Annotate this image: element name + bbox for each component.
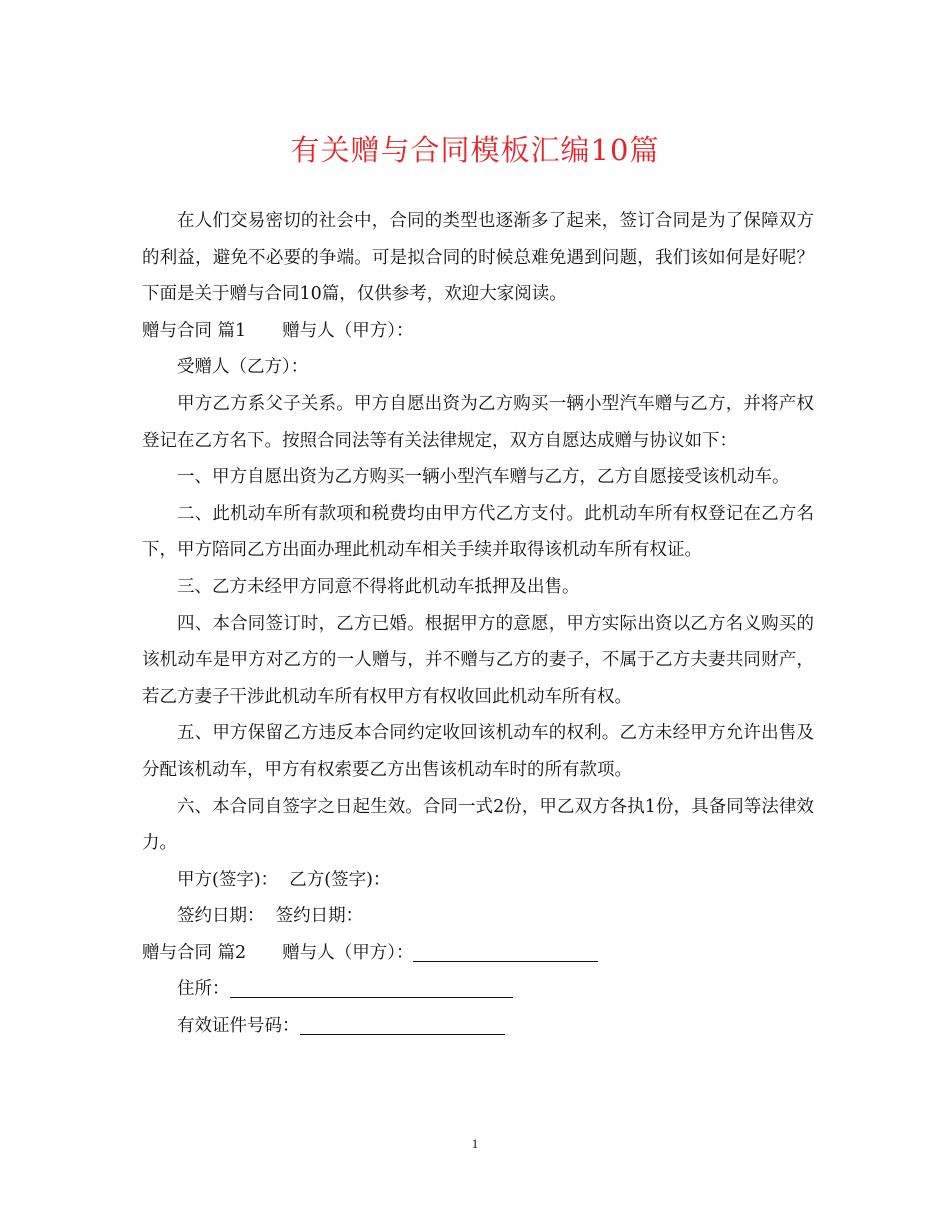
signature-line: 甲方(签字)： 乙方(签字)： [177,869,391,890]
clause-5: 五、甲方保留乙方违反本合同约定收回该机动车的权利。乙方未经甲方允许出售及分配该机动车，甲方有权索要乙方出售该机动车时的所有款项。 [142,723,814,780]
id-number-fill-blank [300,1014,505,1035]
document-body [142,203,814,1045]
document-title: 有关赠与合同模板汇编10篇 [290,133,660,167]
address-fill-blank [230,977,513,998]
clause-4: 四、本合同签订时，乙方已婚。根据甲方的意愿，甲方实际出资以乙方名义购买的该机动车是甲方对乙方的一人赠与，并不赠与乙方的妻子，不属于乙方夫妻共同财产，若乙方妻子干涉此机动车所有权甲方有权收回此机动车所有权。 [142,613,814,707]
clause-2: 二、此机动车所有款项和税费均由甲方代乙方支付。此机动车所有权登记在乙方名下，甲方陪同乙方出面办理此机动车相关手续并取得该机动车所有权证。 [142,503,814,561]
id-number-label: 有效证件号码： [177,1016,300,1037]
section-1-preamble: 甲方乙方系父子关系。甲方自愿出资为乙方购买一辆小型汽车赠与乙方，并将产权登记在乙方名下。按照合同法等有关法律规定，双方自愿达成赠与协议如下： [142,393,814,451]
section-2-donor-label: 赠与人（甲方）： [282,942,414,963]
donor-fill-blank [413,941,598,962]
page-number: 1 [471,1136,479,1151]
id-number-line [142,1008,814,1045]
intro-paragraph: 在人们交易密切的社会中，合同的类型也逐渐多了起来，签订合同是为了保障双方的利益，避免不必要的争端。可是拟合同的时候总难免遇到问题，我们该如何是好呢？下面是关于赠与合同10篇，仅供参考，欢迎大家阅读。 [142,211,814,305]
signing-date-line: 签约日期： 签约日期： [177,906,364,927]
section-2-heading: 赠与合同 篇2 [142,942,247,963]
clause-6: 六、本合同自签字之日起生效。合同一式2份，甲乙双方各执1份，具备同等法律效力。 [142,796,814,854]
clause-1: 一、甲方自愿出资为乙方购买一辆小型汽车赠与乙方，乙方自愿接受该机动车。 [177,467,790,488]
clause-3: 三、乙方未经甲方同意不得将此机动车抵押及出售。 [177,576,580,597]
address-line [142,971,814,1008]
section-1-heading: 赠与合同 篇1 [142,320,247,341]
section-1-donee-label: 受赠人（乙方）： [177,357,309,378]
section-2-heading-line [142,935,814,972]
section-1-heading-line [142,313,814,350]
section-1-donor-label: 赠与人（甲方）： [282,320,414,341]
address-label: 住所： [177,979,230,1000]
